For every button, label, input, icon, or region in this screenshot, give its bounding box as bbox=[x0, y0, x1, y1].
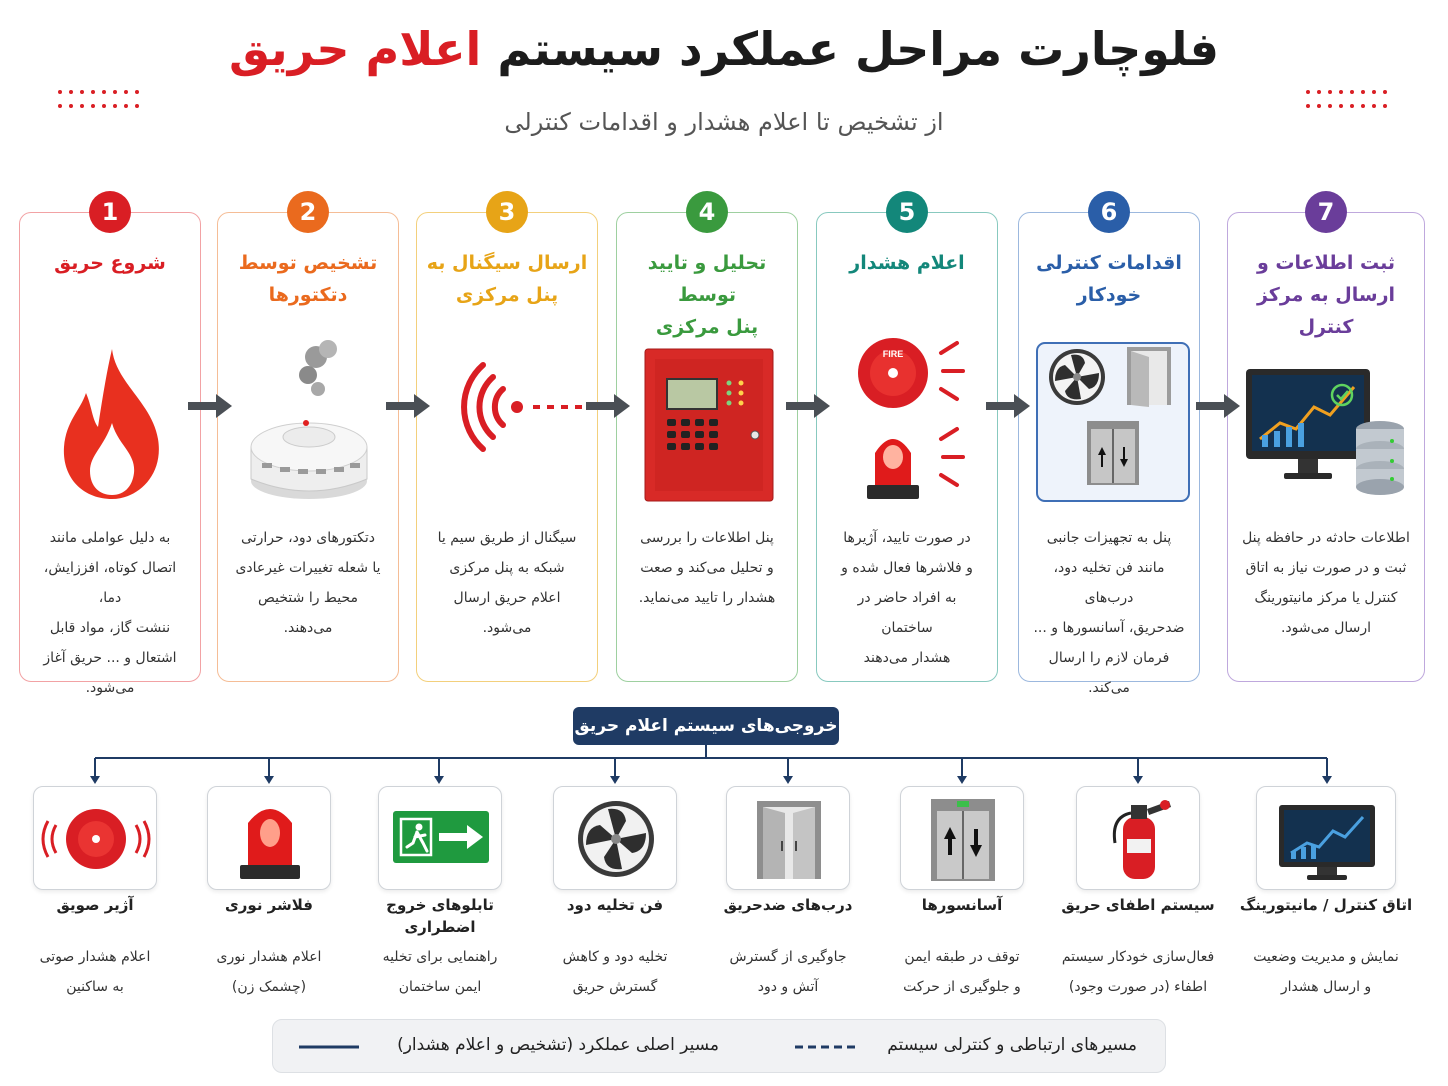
step-title-line2: پنل مرکزی bbox=[455, 284, 559, 306]
decorative-dot bbox=[113, 90, 117, 94]
output-desc-smoke-fan: تخلیه دود و کاهش گسترش حریق bbox=[562, 949, 668, 995]
fire-bell-icon bbox=[34, 787, 158, 891]
output-desc-fire-door: جاوگیری از گسترش آتش و دود bbox=[729, 949, 847, 995]
step-description: پنل اطلاعات را بررسی و تحلیل می‌کند و صعت هشدار را تایید می‌نماید. bbox=[638, 530, 776, 606]
step-title bbox=[623, 247, 791, 343]
step-description: اطلاعات حادثه در حافظه پنل ثبت و در صورت نیاز به اتاق کنترل یا مرکز مانیتورینگ ارسال می‌شود. bbox=[1242, 530, 1410, 636]
step-number-badge: 2 bbox=[287, 191, 329, 233]
step-number-badge: 6 bbox=[1088, 191, 1130, 233]
decorative-dot bbox=[58, 90, 62, 94]
step-card-4 bbox=[616, 198, 798, 682]
exit-sign-icon bbox=[379, 787, 503, 891]
step-title-line1: اقدامات کنترلی bbox=[1036, 252, 1182, 274]
decorative-dot bbox=[1317, 90, 1321, 94]
flame-icon bbox=[20, 335, 202, 515]
legend-dashed-line bbox=[795, 1044, 857, 1050]
output-desc-fire-extinguisher: فعال‌سازی خودکار سیستم اطفاء (در صورت وجود) bbox=[1061, 949, 1215, 995]
output-card-smoke-fan bbox=[553, 786, 677, 890]
step-number-badge: 4 bbox=[686, 191, 728, 233]
decorative-dot bbox=[1339, 90, 1343, 94]
output-card-fire-bell bbox=[33, 786, 157, 890]
decorative-dot bbox=[124, 90, 128, 94]
decorative-dot bbox=[91, 90, 95, 94]
step-title bbox=[1025, 247, 1193, 311]
step-title bbox=[823, 247, 991, 279]
flow-arrow-3 bbox=[586, 393, 632, 419]
decorative-dot bbox=[135, 90, 139, 94]
legend-dashed-label: مسیرهای ارتباطی و کنترلی سیستم bbox=[887, 1035, 1137, 1055]
page-subtitle: از تشخیص تا اعلام هشدار و اقدامات کنترلی bbox=[504, 108, 944, 136]
signal-icon bbox=[417, 335, 599, 515]
output-card-strobe-light bbox=[207, 786, 331, 890]
fire-door-icon bbox=[727, 787, 851, 891]
decorative-dot bbox=[1350, 90, 1354, 94]
output-desc-control-room: نمایش و مدیریت وضعیت و ارسال هشدار bbox=[1253, 949, 1399, 995]
output-card-exit-sign bbox=[378, 786, 502, 890]
decorative-dot bbox=[80, 90, 84, 94]
output-title-control-room: اتاق کنترل / مانیتورینگ bbox=[1239, 896, 1413, 914]
smoke-fan-icon bbox=[554, 787, 678, 891]
decorative-dot bbox=[102, 90, 106, 94]
step-card-6 bbox=[1018, 198, 1200, 696]
step-card-1 bbox=[19, 198, 201, 696]
step-description: دتکتورهای دود، حرارتی یا شعله تغییرات غیرعادی محیط را شتخیص می‌دهند. bbox=[235, 530, 381, 636]
outputs-title: خروجی‌های سیستم اعلام حریق bbox=[573, 707, 839, 745]
step-title bbox=[423, 247, 591, 311]
door-icon bbox=[1127, 347, 1171, 407]
step-title bbox=[26, 247, 194, 279]
step-description: در صورت تایید، آژیرها و فلاشرها فعال شده و به افراد حاضر در ساختمان هشدار می‌دهند bbox=[841, 530, 973, 666]
output-card-control-room bbox=[1256, 786, 1396, 890]
output-title-smoke-fan: فن تخلیه دود bbox=[566, 896, 664, 914]
decorative-dot bbox=[1383, 90, 1387, 94]
output-desc-strobe-light: اعلام هشدار نوری (چشمک زن) bbox=[216, 949, 322, 995]
output-desc-fire-bell: اعلام هشدار صوتی به ساکنین bbox=[39, 949, 151, 995]
step-number-badge: 7 bbox=[1305, 191, 1347, 233]
output-title-elevator: آسانسورها bbox=[921, 896, 1003, 914]
step-title-line1: اعلام هشدار bbox=[849, 252, 965, 274]
step-title-line1: تشخیص توسط bbox=[238, 252, 378, 274]
elevator-icon bbox=[901, 787, 1025, 891]
step-description: پنل به تجهیزات جانبی مانند فن تخلیه دود، درب‌های ضدحریق، آسانسورها و ... فرمان لازم را ارسال می‌کند. bbox=[1033, 530, 1185, 696]
step-title-line2: دتکتورها bbox=[268, 284, 348, 306]
step-card-3 bbox=[416, 198, 598, 682]
decorative-dot bbox=[1361, 90, 1365, 94]
step-card-5 bbox=[816, 198, 998, 682]
bell-beacon-icon bbox=[817, 335, 999, 515]
step-title-line1: ارسال سیگنال به bbox=[426, 252, 588, 274]
step-title bbox=[224, 247, 392, 311]
step-title-line2: ارسال به مرکز کنترل bbox=[1256, 284, 1396, 338]
automation-icon bbox=[1019, 335, 1201, 515]
step-description: به دلیل عواملی مانند اتصال کوتاه، افززایش، دما، ننشت گاز، مواد قابل اشتعال و ... حریق آغاز می‌شود. bbox=[43, 530, 177, 696]
output-title-fire-extinguisher: سیستم اطفای حریق bbox=[1061, 896, 1215, 914]
decorative-dot bbox=[1372, 90, 1376, 94]
output-card-fire-extinguisher bbox=[1076, 786, 1200, 890]
output-title-strobe-light: فلاشر نوری bbox=[225, 896, 313, 914]
flow-arrow-6 bbox=[1196, 393, 1242, 419]
step-number-badge: 3 bbox=[486, 191, 528, 233]
decorative-dot bbox=[1328, 90, 1332, 94]
output-desc-exit-sign: راهنمایی برای تخلیه ایمن ساختمان bbox=[382, 949, 498, 995]
fan-icon bbox=[1049, 349, 1105, 405]
bell-fire-label: FIRE bbox=[882, 349, 904, 359]
output-desc-elevator: توقف در طبقه ایمن و جلوگیری از حرکت bbox=[903, 949, 1021, 995]
output-card-elevator bbox=[900, 786, 1024, 890]
control-room-monitor-icon bbox=[1257, 787, 1397, 891]
monitor-database-icon bbox=[1228, 335, 1426, 515]
output-title-exit-sign: تابلوهای خروج اضطراری bbox=[386, 896, 494, 936]
legend-solid-line bbox=[299, 1044, 359, 1050]
title-main: فلوچارت مراحل عملکرد سیستم bbox=[497, 22, 1220, 76]
step-title-line2: خودکار bbox=[1076, 284, 1142, 306]
output-card-fire-door bbox=[726, 786, 850, 890]
step-title-line2: پنل مرکزی bbox=[655, 316, 759, 338]
step-title-line1: ثبت اطلاعات و bbox=[1256, 252, 1396, 274]
step-card-2 bbox=[217, 198, 399, 682]
output-title-fire-door: درب‌های ضدحریق bbox=[723, 896, 853, 914]
strobe-light-icon bbox=[208, 787, 332, 891]
flow-arrow-2 bbox=[386, 393, 432, 419]
step-title-line1: شروع حریق bbox=[54, 252, 166, 274]
legend bbox=[272, 1019, 1166, 1073]
step-number-badge: 1 bbox=[89, 191, 131, 233]
smoke-detector-icon bbox=[218, 335, 400, 515]
page-title bbox=[0, 22, 1448, 76]
step-description: سیگنال از طریق سیم یا شبکه به پنل مرکزی اعلام حریق ارسال می‌شود. bbox=[437, 530, 577, 636]
step-title-line1: تحلیل و تایید توسط bbox=[647, 252, 767, 306]
legend-solid-label: مسیر اصلی عملکرد (تشخیص و اعلام هشدار) bbox=[397, 1035, 719, 1055]
control-panel-icon bbox=[617, 335, 799, 515]
decorative-dot bbox=[69, 90, 73, 94]
step-number-badge: 5 bbox=[886, 191, 928, 233]
fire-extinguisher-icon bbox=[1077, 787, 1201, 891]
output-title-fire-bell: آژیر صویق bbox=[56, 896, 134, 914]
flow-arrow-5 bbox=[986, 393, 1032, 419]
decorative-dot bbox=[1306, 90, 1310, 94]
step-title bbox=[1234, 247, 1418, 343]
elevator-icon bbox=[1087, 421, 1139, 485]
step-card-7 bbox=[1227, 198, 1425, 682]
flow-arrow-1 bbox=[188, 393, 234, 419]
title-highlight: اعلام حریق bbox=[228, 22, 482, 76]
flow-arrow-4 bbox=[786, 393, 832, 419]
